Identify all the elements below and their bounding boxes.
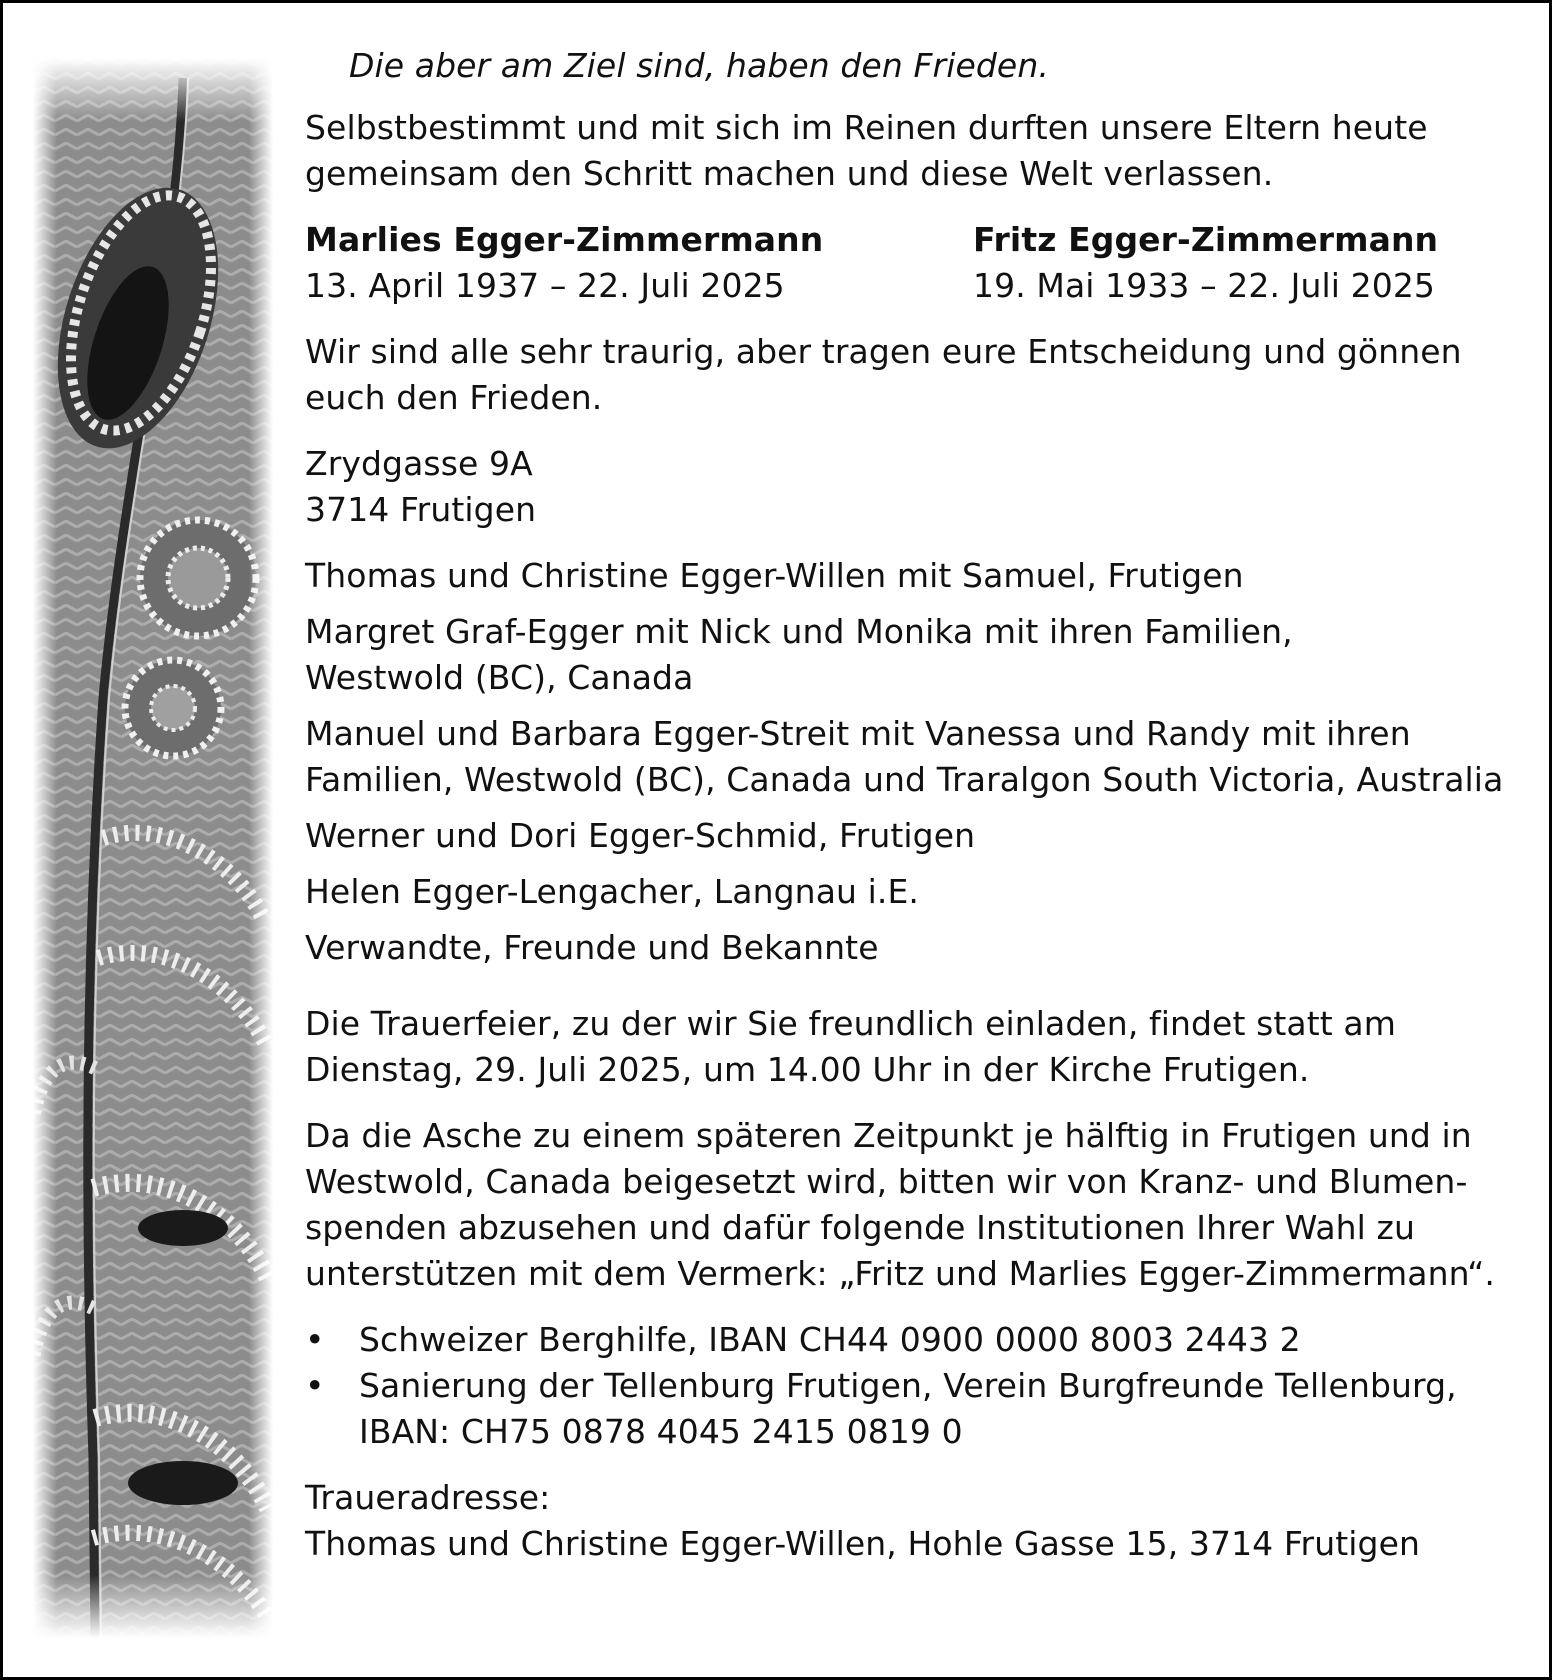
- family-member: [305, 609, 1535, 701]
- deceased-mother: [305, 217, 973, 309]
- address-city: 3714 Frutigen: [305, 490, 537, 529]
- ashes-line: Da die Asche zu einem späteren Zeitpunkt je hälftig in Frutigen und in: [305, 1116, 1472, 1155]
- sorrow-line: euch den Frieden.: [305, 378, 603, 417]
- deceased-father: [973, 217, 1535, 309]
- mourning-address-label: Traueradresse:: [305, 1478, 551, 1517]
- family-line: Verwandte, Freunde und Bekannte: [305, 928, 879, 967]
- mourning-address-value: Thomas und Christine Egger-Willen, Hohle Gasse 15, 3714 Frutigen: [305, 1524, 1420, 1563]
- donation-item: [305, 1317, 1535, 1363]
- family-line: Westwold (BC), Canada: [305, 658, 694, 697]
- family-member: [305, 925, 1535, 971]
- family-line: Thomas und Christine Egger-Willen mit Samuel, Frutigen: [305, 556, 1244, 595]
- deceased-dates: 13. April 1937 – 22. Juli 2025: [305, 266, 785, 305]
- intro-paragraph: [305, 105, 1535, 197]
- ceremony-line: Die Trauerfeier, zu der wir Sie freundlich einladen, findet statt am: [305, 1004, 1396, 1043]
- home-address: [305, 441, 1535, 533]
- mourning-address: [305, 1475, 1535, 1567]
- family-list: [305, 553, 1535, 971]
- ashes-paragraph: [305, 1113, 1535, 1297]
- quote: Die aber am Ziel sind, haben den Frieden.: [349, 46, 1049, 85]
- family-line: Manuel und Barbara Egger-Streit mit Vanessa und Randy mit ihren: [305, 714, 1411, 753]
- sorrow-line: Wir sind alle sehr traurig, aber tragen eure Entscheidung und gönnen: [305, 332, 1462, 371]
- deceased-dates: 19. Mai 1933 – 22. Juli 2025: [973, 266, 1436, 305]
- family-member: [305, 869, 1535, 915]
- donation-line: Schweizer Berghilfe, IBAN CH44 0900 0000 8003 2443 2: [359, 1320, 1301, 1359]
- deceased-name: Marlies Egger-Zimmermann: [305, 220, 824, 259]
- donation-line: IBAN: CH75 0878 4045 2415 0819 0: [359, 1412, 963, 1451]
- donation-list: [305, 1317, 1535, 1455]
- bullet-icon: •: [305, 1320, 325, 1359]
- intro-line: gemeinsam den Schritt machen und diese Welt verlassen.: [305, 154, 1274, 193]
- family-line: Familien, Westwold (BC), Canada und Traralgon South Victoria, Australia: [305, 760, 1504, 799]
- fern-frond-image: [33, 58, 273, 1638]
- ashes-line: unterstützen mit dem Vermerk: „Fritz und Marlies Egger-Zimmermann“.: [305, 1254, 1496, 1293]
- deceased-name: Fritz Egger-Zimmermann: [973, 220, 1439, 259]
- donation-item: [305, 1363, 1535, 1455]
- family-member: [305, 813, 1535, 859]
- address-street: Zrydgasse 9A: [305, 444, 533, 483]
- family-member: [305, 553, 1535, 599]
- ashes-line: spenden abzusehen und dafür folgende Institutionen Ihrer Wahl zu: [305, 1208, 1415, 1247]
- intro-line: Selbstbestimmt und mit sich im Reinen durften unsere Eltern heute: [305, 108, 1428, 147]
- family-line: Werner und Dori Egger-Schmid, Frutigen: [305, 816, 976, 855]
- ceremony-paragraph: [305, 1001, 1535, 1093]
- family-member: [305, 711, 1535, 803]
- family-line: Margret Graf-Egger mit Nick und Monika mit ihren Familien,: [305, 612, 1293, 651]
- bullet-icon: •: [305, 1366, 325, 1405]
- sorrow-paragraph: [305, 329, 1535, 421]
- ceremony-line: Dienstag, 29. Juli 2025, um 14.00 Uhr in der Kirche Frutigen.: [305, 1050, 1310, 1089]
- donation-line: Sanierung der Tellenburg Frutigen, Verein Burgfreunde Tellenburg,: [359, 1366, 1457, 1405]
- ashes-line: Westwold, Canada beigesetzt wird, bitten wir von Kranz- und Blumen-: [305, 1162, 1468, 1201]
- deceased-names: [305, 217, 1535, 309]
- notice-text: [305, 43, 1535, 1587]
- family-line: Helen Egger-Lengacher, Langnau i.E.: [305, 872, 920, 911]
